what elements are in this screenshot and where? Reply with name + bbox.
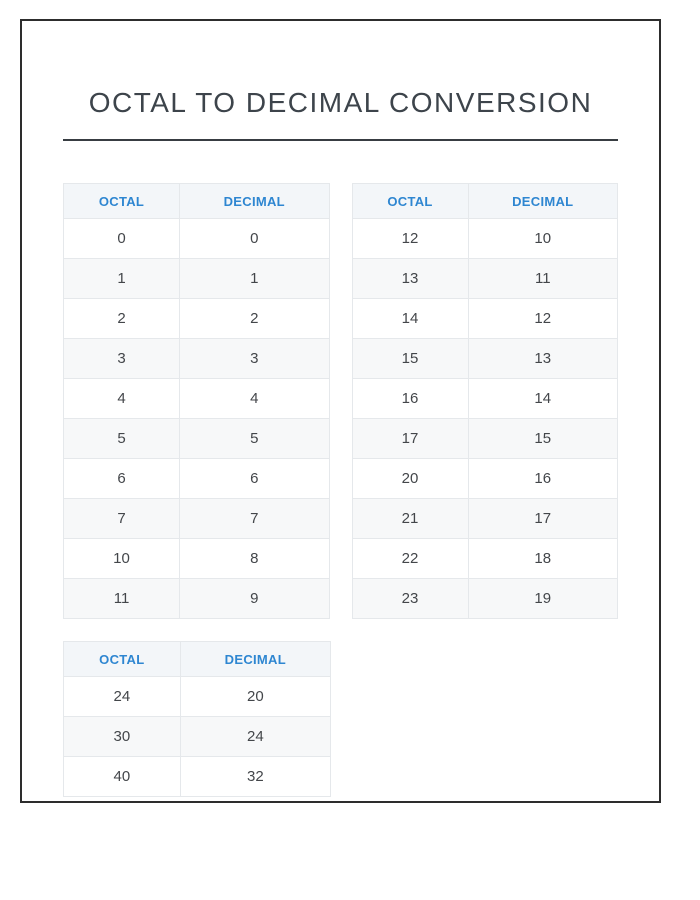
table-row [352,419,618,459]
decimal-cell: 11 [468,259,617,299]
octal-column-header: OCTAL [64,642,181,677]
table-row [64,499,330,539]
octal-cell: 13 [352,259,468,299]
octal-cell: 21 [352,499,468,539]
octal-cell: 3 [64,339,180,379]
table-body [64,677,331,797]
decimal-cell: 7 [180,499,329,539]
octal-cell: 11 [64,579,180,619]
table-row [352,339,618,379]
octal-cell: 6 [64,459,180,499]
octal-cell: 20 [352,459,468,499]
decimal-cell: 20 [180,677,330,717]
octal-cell: 24 [64,677,181,717]
page-title: OCTAL TO DECIMAL CONVERSION [88,87,593,118]
octal-cell: 30 [64,717,181,757]
table-row [352,259,618,299]
table-row [352,459,618,499]
conversion-table-2 [352,183,619,619]
octal-cell: 5 [64,419,180,459]
table-row [352,499,618,539]
decimal-cell: 24 [180,717,330,757]
octal-cell: 2 [64,299,180,339]
octal-cell: 4 [64,379,180,419]
decimal-cell: 0 [180,219,329,259]
table-row [352,219,618,259]
octal-column-header: OCTAL [352,184,468,219]
decimal-cell: 14 [468,379,617,419]
octal-cell: 0 [64,219,180,259]
decimal-column-header: DECIMAL [468,184,617,219]
decimal-cell: 15 [468,419,617,459]
decimal-cell: 4 [180,379,329,419]
octal-cell: 7 [64,499,180,539]
table-row [352,379,618,419]
tables-row-top [63,183,618,619]
octal-cell: 10 [64,539,180,579]
table-header-row [64,184,330,219]
title-divider [63,139,618,141]
decimal-column-header: DECIMAL [180,642,330,677]
table-row [64,539,330,579]
octal-cell: 1 [64,259,180,299]
octal-cell: 22 [352,539,468,579]
table-row [352,299,618,339]
octal-cell: 14 [352,299,468,339]
page-frame [20,19,661,803]
decimal-cell: 2 [180,299,329,339]
octal-cell: 16 [352,379,468,419]
conversion-table-3 [63,641,331,797]
table-row [64,757,331,797]
tables-row-bottom [63,641,618,797]
table-row [64,259,330,299]
table-row [64,339,330,379]
decimal-cell: 6 [180,459,329,499]
decimal-cell: 12 [468,299,617,339]
table-body [64,219,330,619]
octal-cell: 40 [64,757,181,797]
table-row [64,459,330,499]
decimal-cell: 8 [180,539,329,579]
octal-column-header: OCTAL [64,184,180,219]
decimal-cell: 10 [468,219,617,259]
table-row [64,379,330,419]
octal-cell: 12 [352,219,468,259]
octal-cell: 17 [352,419,468,459]
decimal-cell: 1 [180,259,329,299]
table-row [64,579,330,619]
decimal-cell: 17 [468,499,617,539]
table-row [352,579,618,619]
octal-cell: 23 [352,579,468,619]
decimal-cell: 19 [468,579,617,619]
table-row [64,299,330,339]
decimal-cell: 13 [468,339,617,379]
table-row [352,539,618,579]
decimal-cell: 18 [468,539,617,579]
decimal-cell: 3 [180,339,329,379]
table-row [64,419,330,459]
conversion-table-1 [63,183,330,619]
decimal-cell: 5 [180,419,329,459]
table-row [64,219,330,259]
table-row [64,717,331,757]
table-header-row [64,642,331,677]
table-header-row [352,184,618,219]
octal-cell: 15 [352,339,468,379]
table-row [64,677,331,717]
decimal-cell: 32 [180,757,330,797]
decimal-column-header: DECIMAL [180,184,329,219]
decimal-cell: 9 [180,579,329,619]
table-body [352,219,618,619]
decimal-cell: 16 [468,459,617,499]
